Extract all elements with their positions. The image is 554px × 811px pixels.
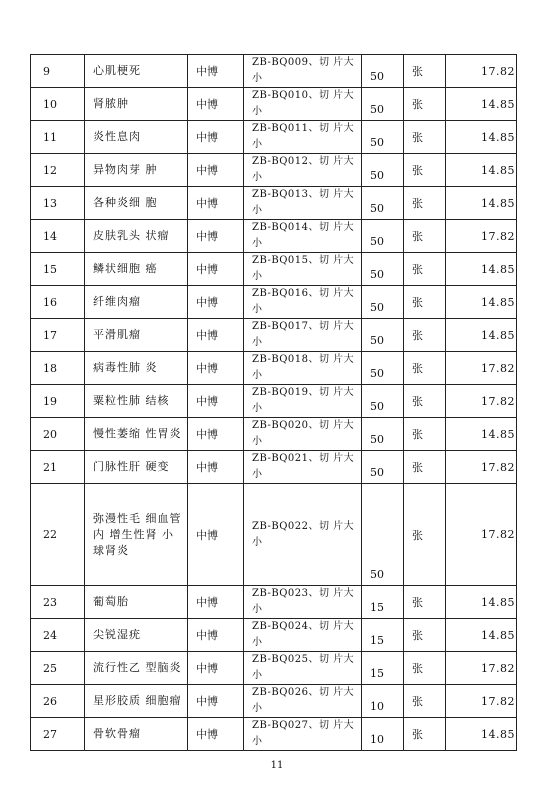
table-row <box>31 220 517 253</box>
model-spec-cell: ZB-BQ018、切 片大小 <box>244 352 362 385</box>
unit-cell: 张 <box>404 484 446 586</box>
row-number-cell: 24 <box>31 619 85 652</box>
model-spec-cell: ZB-BQ023、切 片大小 <box>244 586 362 619</box>
unit-cell: 张 <box>404 352 446 385</box>
manufacturer-cell: 中博 <box>188 352 244 385</box>
model-spec-cell: ZB-BQ017、切 片大小 <box>244 319 362 352</box>
quantity-cell: 50 <box>362 55 404 88</box>
row-number-cell: 19 <box>31 385 85 418</box>
row-number-cell: 15 <box>31 253 85 286</box>
row-number-cell: 18 <box>31 352 85 385</box>
table-row <box>31 451 517 484</box>
quantity-cell: 50 <box>362 385 404 418</box>
specimen-name-cell: 鳞状细胞 癌 <box>85 253 188 286</box>
page-number: 11 <box>270 760 284 771</box>
quantity-cell: 50 <box>362 88 404 121</box>
unit-price-cell: 14.85 <box>446 253 517 286</box>
model-spec-cell: ZB-BQ021、切 片大小 <box>244 451 362 484</box>
unit-cell: 张 <box>404 418 446 451</box>
model-spec-cell: ZB-BQ020、切 片大小 <box>244 418 362 451</box>
manufacturer-cell: 中博 <box>188 586 244 619</box>
specimen-name-cell: 慢性萎缩 性胃炎 <box>85 418 188 451</box>
unit-price-cell: 17.82 <box>446 220 517 253</box>
manufacturer-cell: 中博 <box>188 187 244 220</box>
unit-cell: 张 <box>404 718 446 751</box>
unit-price-cell: 17.82 <box>446 652 517 685</box>
unit-cell: 张 <box>404 55 446 88</box>
unit-price-cell: 14.85 <box>446 286 517 319</box>
unit-price-cell: 14.85 <box>446 418 517 451</box>
table-row <box>31 418 517 451</box>
manufacturer-cell: 中博 <box>188 55 244 88</box>
specimen-name-cell: 骨软骨瘤 <box>85 718 188 751</box>
specimen-name-cell: 弥漫性毛 细血管内 增生性肾 小球肾炎 <box>85 484 188 586</box>
manufacturer-cell: 中博 <box>188 619 244 652</box>
row-number-cell: 26 <box>31 685 85 718</box>
table-row <box>31 385 517 418</box>
table-row <box>31 484 517 586</box>
manufacturer-cell: 中博 <box>188 418 244 451</box>
row-number-cell: 20 <box>31 418 85 451</box>
specimen-name-cell: 病毒性肺 炎 <box>85 352 188 385</box>
table-row <box>31 88 517 121</box>
model-spec-cell: ZB-BQ011、切 片大小 <box>244 121 362 154</box>
quantity-cell: 50 <box>362 253 404 286</box>
unit-cell: 张 <box>404 652 446 685</box>
unit-price-cell: 14.85 <box>446 586 517 619</box>
model-spec-cell: ZB-BQ015、切 片大小 <box>244 253 362 286</box>
specimen-name-cell: 皮肤乳头 状瘤 <box>85 220 188 253</box>
row-number-cell: 9 <box>31 55 85 88</box>
quantity-cell: 50 <box>362 154 404 187</box>
model-spec-cell: ZB-BQ014、切 片大小 <box>244 220 362 253</box>
table-row <box>31 187 517 220</box>
manufacturer-cell: 中博 <box>188 154 244 187</box>
unit-price-cell: 17.82 <box>446 484 517 586</box>
table-row <box>31 685 517 718</box>
unit-price-cell: 14.85 <box>446 319 517 352</box>
unit-cell: 张 <box>404 451 446 484</box>
unit-price-cell: 14.85 <box>446 619 517 652</box>
specimen-name-cell: 粟粒性肺 结核 <box>85 385 188 418</box>
specimen-name-cell: 纤维肉瘤 <box>85 286 188 319</box>
row-number-cell: 13 <box>31 187 85 220</box>
model-spec-cell: ZB-BQ009、切 片大小 <box>244 55 362 88</box>
quantity-cell: 15 <box>362 586 404 619</box>
unit-cell: 张 <box>404 319 446 352</box>
table-row <box>31 586 517 619</box>
unit-cell: 张 <box>404 253 446 286</box>
row-number-cell: 17 <box>31 319 85 352</box>
manufacturer-cell: 中博 <box>188 385 244 418</box>
row-number-cell: 14 <box>31 220 85 253</box>
specimen-name-cell: 尖锐湿疣 <box>85 619 188 652</box>
unit-cell: 张 <box>404 685 446 718</box>
specimen-name-cell: 各种炎细 胞 <box>85 187 188 220</box>
unit-price-cell: 17.82 <box>446 352 517 385</box>
unit-cell: 张 <box>404 619 446 652</box>
quantity-cell: 15 <box>362 619 404 652</box>
unit-price-cell: 17.82 <box>446 685 517 718</box>
row-number-cell: 11 <box>31 121 85 154</box>
model-spec-cell: ZB-BQ024、切 片大小 <box>244 619 362 652</box>
model-spec-cell: ZB-BQ025、切 片大小 <box>244 652 362 685</box>
unit-price-cell: 17.82 <box>446 385 517 418</box>
row-number-cell: 12 <box>31 154 85 187</box>
quantity-cell: 50 <box>362 121 404 154</box>
specimen-name-cell: 平滑肌瘤 <box>85 319 188 352</box>
specimen-name-cell: 心肌梗死 <box>85 55 188 88</box>
quantity-cell: 50 <box>362 484 404 586</box>
manufacturer-cell: 中博 <box>188 286 244 319</box>
model-spec-cell: ZB-BQ026、切 片大小 <box>244 685 362 718</box>
unit-cell: 张 <box>404 154 446 187</box>
quantity-cell: 50 <box>362 352 404 385</box>
manufacturer-cell: 中博 <box>188 121 244 154</box>
row-number-cell: 22 <box>31 484 85 586</box>
quantity-cell: 50 <box>362 220 404 253</box>
quantity-cell: 50 <box>362 319 404 352</box>
quantity-cell: 50 <box>362 451 404 484</box>
unit-price-cell: 17.82 <box>446 55 517 88</box>
quantity-cell: 10 <box>362 718 404 751</box>
unit-price-cell: 14.85 <box>446 88 517 121</box>
unit-cell: 张 <box>404 385 446 418</box>
manufacturer-cell: 中博 <box>188 718 244 751</box>
quantity-cell: 10 <box>362 685 404 718</box>
quantity-cell: 50 <box>362 418 404 451</box>
manufacturer-cell: 中博 <box>188 685 244 718</box>
row-number-cell: 10 <box>31 88 85 121</box>
table-row <box>31 154 517 187</box>
table-row <box>31 253 517 286</box>
row-number-cell: 21 <box>31 451 85 484</box>
table-body <box>31 55 517 751</box>
table-row <box>31 619 517 652</box>
unit-cell: 张 <box>404 286 446 319</box>
model-spec-cell: ZB-BQ013、切 片大小 <box>244 187 362 220</box>
document-page <box>30 54 517 751</box>
unit-cell: 张 <box>404 187 446 220</box>
row-number-cell: 23 <box>31 586 85 619</box>
table-row <box>31 352 517 385</box>
product-table <box>30 54 517 751</box>
row-number-cell: 27 <box>31 718 85 751</box>
manufacturer-cell: 中博 <box>188 652 244 685</box>
table-row <box>31 55 517 88</box>
unit-cell: 张 <box>404 220 446 253</box>
model-spec-cell: ZB-BQ027、切 片大小 <box>244 718 362 751</box>
specimen-name-cell: 葡萄胎 <box>85 586 188 619</box>
unit-cell: 张 <box>404 88 446 121</box>
specimen-name-cell: 肾脓肿 <box>85 88 188 121</box>
manufacturer-cell: 中博 <box>188 451 244 484</box>
unit-price-cell: 14.85 <box>446 154 517 187</box>
unit-price-cell: 14.85 <box>446 121 517 154</box>
manufacturer-cell: 中博 <box>188 88 244 121</box>
row-number-cell: 16 <box>31 286 85 319</box>
unit-cell: 张 <box>404 586 446 619</box>
table-row <box>31 319 517 352</box>
manufacturer-cell: 中博 <box>188 484 244 586</box>
quantity-cell: 50 <box>362 187 404 220</box>
unit-cell: 张 <box>404 121 446 154</box>
quantity-cell: 50 <box>362 286 404 319</box>
table-row <box>31 286 517 319</box>
specimen-name-cell: 门脉性肝 硬变 <box>85 451 188 484</box>
model-spec-cell: ZB-BQ016、切 片大小 <box>244 286 362 319</box>
unit-price-cell: 14.85 <box>446 187 517 220</box>
row-number-cell: 25 <box>31 652 85 685</box>
unit-price-cell: 17.82 <box>446 451 517 484</box>
model-spec-cell: ZB-BQ012、切 片大小 <box>244 154 362 187</box>
table-row <box>31 718 517 751</box>
manufacturer-cell: 中博 <box>188 319 244 352</box>
table-row <box>31 652 517 685</box>
quantity-cell: 15 <box>362 652 404 685</box>
model-spec-cell: ZB-BQ010、切 片大小 <box>244 88 362 121</box>
model-spec-cell: ZB-BQ022、切 片大小 <box>244 484 362 586</box>
table-row <box>31 121 517 154</box>
model-spec-cell: ZB-BQ019、切 片大小 <box>244 385 362 418</box>
unit-price-cell: 14.85 <box>446 718 517 751</box>
manufacturer-cell: 中博 <box>188 253 244 286</box>
specimen-name-cell: 星形胶质 细胞瘤 <box>85 685 188 718</box>
specimen-name-cell: 炎性息肉 <box>85 121 188 154</box>
manufacturer-cell: 中博 <box>188 220 244 253</box>
specimen-name-cell: 流行性乙 型脑炎 <box>85 652 188 685</box>
specimen-name-cell: 异物肉芽 肿 <box>85 154 188 187</box>
